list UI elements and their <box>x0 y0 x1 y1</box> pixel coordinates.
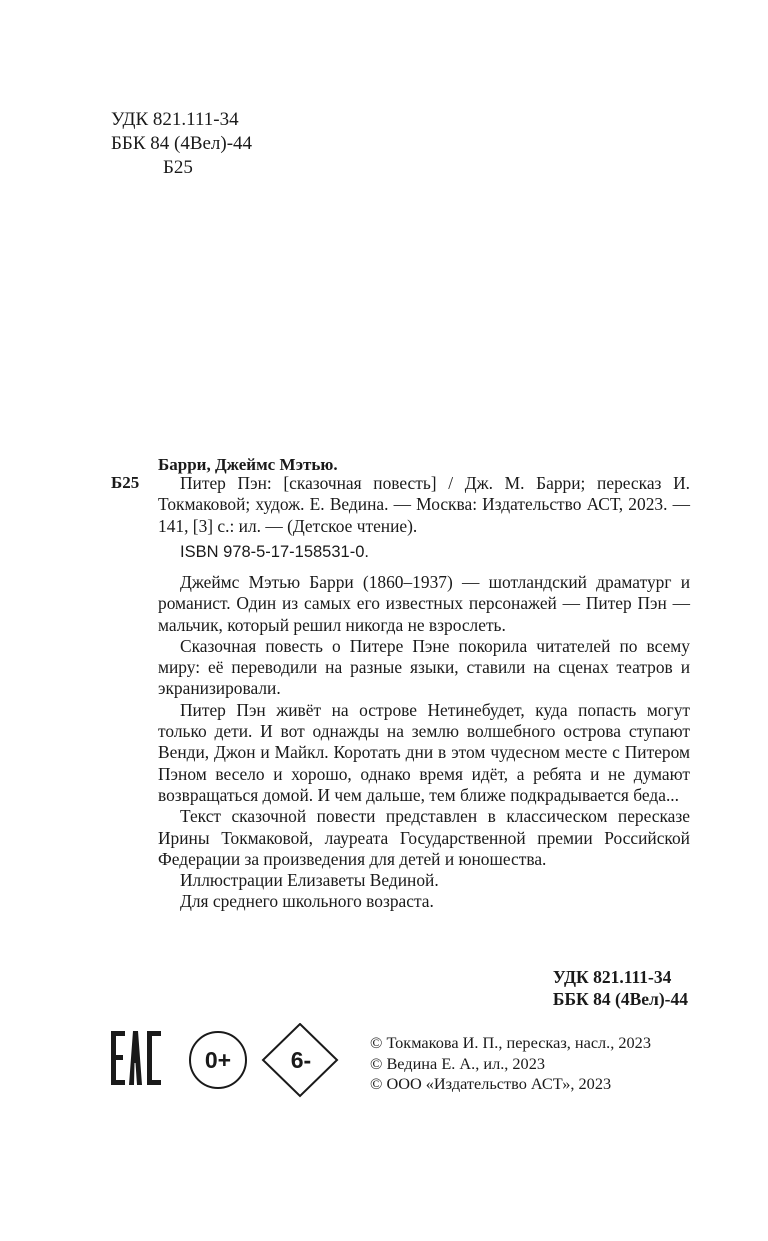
annotation-paragraph: Иллюстрации Елизаветы Вединой. <box>180 870 439 891</box>
udk-code: УДК 821.111-34 <box>111 109 239 130</box>
annotation-paragraph: Джеймс Мэтью Барри (1860–1937) — шотландский драматург и романист. Один из самых его известных персонажей — Питер Пэн — мальчик, который решил никогда не взрослеть. <box>158 572 690 635</box>
age-circle-label: 0+ <box>204 1047 232 1073</box>
copyright-line: © Ведина Е. А., ил., 2023 <box>370 1053 545 1073</box>
annotation-paragraph: Для среднего школьного возраста. <box>180 891 434 912</box>
bibliographic-text: Питер Пэн: [сказочная повесть] / Дж. М. Барри; пересказ И. Токмаковой; худож. Е. Ведина. — Москва: Издательство АСТ, 2023. — 141, [3] с.: ил. — (Детское чтение). <box>158 473 690 536</box>
certification-marks <box>111 1023 351 1099</box>
annotation-paragraph: Питер Пэн живёт на острове Нетинебудет, куда попасть могут только дети. И вот однажды на землю волшебного острова ступают Венди, Джон и Майкл. Коротать дни в этом чудесном месте с Питером Пэном весело и хорошо, однако время идёт, а ребята и не думают возвращаться домой. И чем дальше, тем ближе подкрадывается беда... <box>158 699 690 805</box>
author-heading: Барри, Джеймс Мэтью. <box>158 455 338 474</box>
annotation-paragraph: Сказочная повесть о Питере Пэне покорила читателей по всему миру: её переводили на разные языки, ставили на сценах театров и экранизировали. <box>158 635 690 699</box>
copyright-line: © Токмакова И. П., пересказ, насл., 2023 <box>370 1033 651 1052</box>
copyright-line: © ООО «Издательство АСТ», 2023 <box>370 1074 612 1093</box>
isbn: ISBN 978-5-17-158531-0. <box>180 543 369 561</box>
eac-logo <box>111 1031 161 1085</box>
classification-codes-bottom <box>553 966 688 1010</box>
age-diamond-label: 6- <box>290 1047 312 1073</box>
bbk-code: ББК 84 (4Вел)-44 <box>552 989 688 1009</box>
annotation-paragraph: Текст сказочной повести представлен в классическом пересказе Ирины Токмаковой, лауреата Государственной премии Российской Федерации за произведения для детей и юношества. <box>158 806 690 869</box>
bibliographic-entry <box>158 473 690 537</box>
annotation <box>158 572 690 913</box>
udk-code: УДК 821.111-34 <box>552 967 672 987</box>
author-index-label: Б25 <box>111 473 140 492</box>
author-mark: Б25 <box>163 157 193 178</box>
copyright-block <box>370 1033 651 1095</box>
bbk-code: ББК 84 (4Вел)-44 <box>111 133 253 154</box>
classification-codes-top <box>111 108 252 180</box>
